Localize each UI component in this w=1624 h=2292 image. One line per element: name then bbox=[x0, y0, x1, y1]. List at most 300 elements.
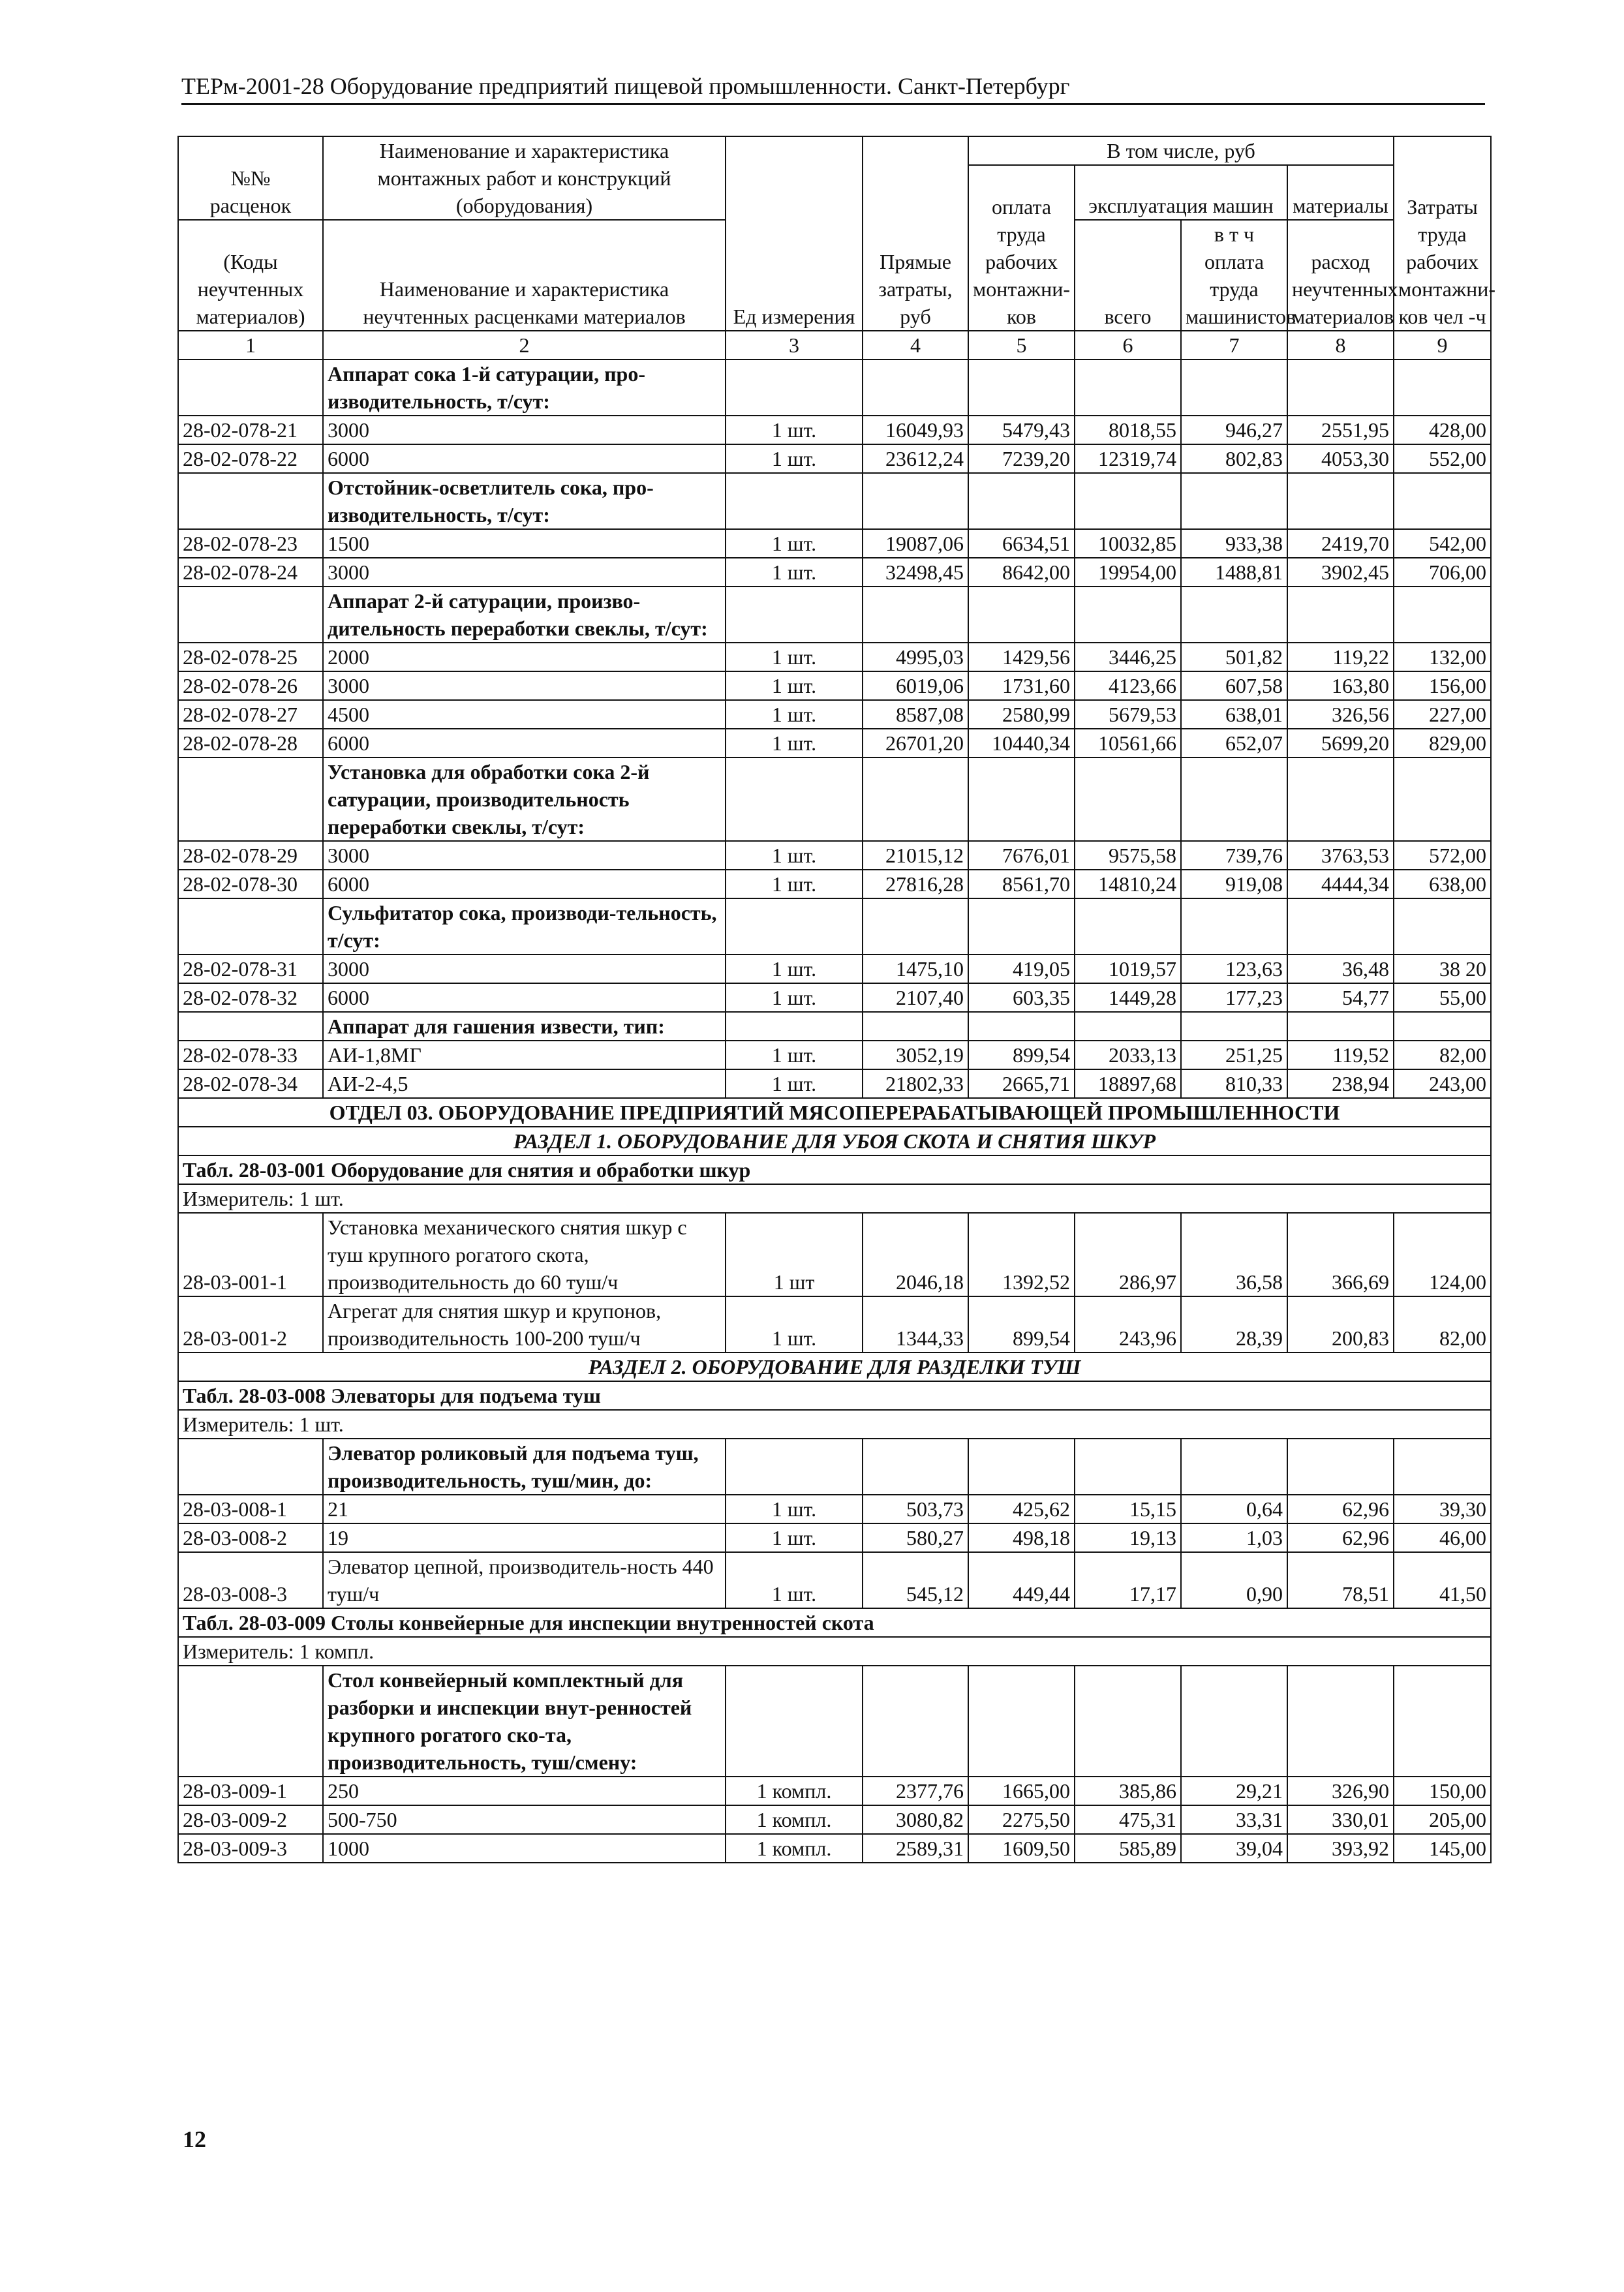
col-materials-header: материалы bbox=[1287, 165, 1394, 220]
machine-costs-cell: 4123,66 bbox=[1075, 671, 1181, 700]
direct-costs-cell: 545,12 bbox=[863, 1552, 968, 1608]
col-index: 7 bbox=[1181, 331, 1287, 359]
empty-cell bbox=[1181, 757, 1287, 841]
materials-cell: 366,69 bbox=[1287, 1213, 1394, 1296]
item-name-cell: 21 bbox=[323, 1495, 726, 1523]
labor-hours-cell: 124,00 bbox=[1394, 1213, 1491, 1296]
machinist-wages-cell: 0,90 bbox=[1181, 1552, 1287, 1608]
table-row bbox=[178, 1523, 1491, 1552]
worker-wages-cell: 1609,50 bbox=[968, 1834, 1075, 1863]
rate-code-cell: 28-02-078-32 bbox=[178, 983, 323, 1012]
unit-cell: 1 шт. bbox=[726, 700, 863, 729]
empty-cell bbox=[968, 359, 1075, 416]
section-1-title: РАЗДЕЛ 1. ОБОРУДОВАНИЕ ДЛЯ УБОЯ СКОТА И СНЯТИЯ ШКУР bbox=[178, 1127, 1491, 1155]
group-heading-row bbox=[178, 1666, 1491, 1777]
group-heading-row bbox=[178, 898, 1491, 955]
direct-costs-cell: 6019,06 bbox=[863, 671, 968, 700]
direct-costs-cell: 16049,93 bbox=[863, 416, 968, 444]
empty-cell bbox=[726, 359, 863, 416]
empty-cell bbox=[1394, 1439, 1491, 1495]
rate-code-cell: 28-02-078-26 bbox=[178, 671, 323, 700]
worker-wages-cell: 1392,52 bbox=[968, 1213, 1075, 1296]
direct-costs-cell: 4995,03 bbox=[863, 643, 968, 671]
table-008-rows bbox=[178, 1439, 1491, 1608]
running-header: ТЕРм-2001-28 Оборудование предприятий пищевой промышленности. Санкт-Петербург bbox=[181, 70, 1485, 105]
group-heading: Отстойник-осветлитель сока, про-изводительность, т/сут: bbox=[323, 473, 726, 529]
labor-hours-cell: 205,00 bbox=[1394, 1805, 1491, 1834]
rate-code-cell: 28-02-078-34 bbox=[178, 1069, 323, 1098]
unit-cell: 1 шт. bbox=[726, 729, 863, 757]
table-row bbox=[178, 1805, 1491, 1834]
empty-cell bbox=[1394, 1012, 1491, 1041]
unit-cell: 1 шт. bbox=[726, 983, 863, 1012]
table-009-title: Табл. 28-03-009 Столы конвейерные для инспекции внутренностей скота bbox=[178, 1608, 1491, 1637]
unit-cell: 1 шт. bbox=[726, 1552, 863, 1608]
unit-cell: 1 шт. bbox=[726, 643, 863, 671]
empty-cell bbox=[178, 1012, 323, 1041]
table-row bbox=[178, 416, 1491, 444]
machinist-wages-cell: 251,25 bbox=[1181, 1041, 1287, 1069]
price-table-page bbox=[177, 136, 1495, 1863]
item-name-cell: 1500 bbox=[323, 529, 726, 558]
item-name-cell: 3000 bbox=[323, 841, 726, 870]
empty-cell bbox=[1181, 1439, 1287, 1495]
machinist-wages-cell: 946,27 bbox=[1181, 416, 1287, 444]
empty-cell bbox=[1181, 1666, 1287, 1777]
direct-costs-cell: 21015,12 bbox=[863, 841, 968, 870]
page-number: 12 bbox=[183, 2126, 206, 2152]
empty-cell bbox=[1075, 898, 1181, 955]
machinist-wages-cell: 739,76 bbox=[1181, 841, 1287, 870]
machine-costs-cell: 3446,25 bbox=[1075, 643, 1181, 671]
unit-cell: 1 шт. bbox=[726, 671, 863, 700]
item-name-cell: Агрегат для снятия шкур и крупонов, производительность 100-200 туш/ч bbox=[323, 1296, 726, 1352]
machine-costs-cell: 15,15 bbox=[1075, 1495, 1181, 1523]
worker-wages-cell: 2580,99 bbox=[968, 700, 1075, 729]
rate-code-cell: 28-02-078-30 bbox=[178, 870, 323, 898]
labor-hours-cell: 39,30 bbox=[1394, 1495, 1491, 1523]
unit-cell: 1 шт. bbox=[726, 416, 863, 444]
group-heading-row bbox=[178, 1439, 1491, 1495]
empty-cell bbox=[1287, 1666, 1394, 1777]
rate-code-cell: 28-02-078-25 bbox=[178, 643, 323, 671]
table-row bbox=[178, 955, 1491, 983]
materials-cell: 4444,34 bbox=[1287, 870, 1394, 898]
machine-costs-cell: 1019,57 bbox=[1075, 955, 1181, 983]
unit-cell: 1 шт. bbox=[726, 841, 863, 870]
item-name-cell: 3000 bbox=[323, 671, 726, 700]
empty-cell bbox=[1394, 359, 1491, 416]
worker-wages-cell: 5479,43 bbox=[968, 416, 1075, 444]
machine-costs-cell: 286,97 bbox=[1075, 1213, 1181, 1296]
empty-cell bbox=[1287, 898, 1394, 955]
col-name-header: Наименование и характеристика монтажных работ и конструкций (оборудования) bbox=[323, 136, 726, 220]
empty-cell bbox=[1075, 587, 1181, 643]
col-wages-header: оплата труда рабочих монтажни-ков bbox=[968, 165, 1075, 331]
direct-costs-cell: 1475,10 bbox=[863, 955, 968, 983]
unit-cell: 1 шт. bbox=[726, 444, 863, 473]
materials-cell: 3902,45 bbox=[1287, 558, 1394, 587]
direct-costs-cell: 8587,08 bbox=[863, 700, 968, 729]
materials-cell: 163,80 bbox=[1287, 671, 1394, 700]
machinist-wages-cell: 177,23 bbox=[1181, 983, 1287, 1012]
direct-costs-cell: 23612,24 bbox=[863, 444, 968, 473]
empty-cell bbox=[1181, 1012, 1287, 1041]
empty-cell bbox=[178, 898, 323, 955]
rate-code-cell: 28-03-009-2 bbox=[178, 1805, 323, 1834]
materials-cell: 119,22 bbox=[1287, 643, 1394, 671]
table-row bbox=[178, 1213, 1491, 1296]
rate-code-cell: 28-02-078-24 bbox=[178, 558, 323, 587]
table-row bbox=[178, 643, 1491, 671]
empty-cell bbox=[1181, 359, 1287, 416]
machine-costs-cell: 10561,66 bbox=[1075, 729, 1181, 757]
table-009-measure: Измеритель: 1 компл. bbox=[178, 1637, 1491, 1666]
empty-cell bbox=[863, 1012, 968, 1041]
item-name-cell: 500-750 bbox=[323, 1805, 726, 1834]
item-name-cell: 6000 bbox=[323, 444, 726, 473]
worker-wages-cell: 1731,60 bbox=[968, 671, 1075, 700]
worker-wages-cell: 2665,71 bbox=[968, 1069, 1075, 1098]
empty-cell bbox=[968, 473, 1075, 529]
empty-cell bbox=[178, 473, 323, 529]
table-row bbox=[178, 671, 1491, 700]
col-index: 2 bbox=[323, 331, 726, 359]
labor-hours-cell: 82,00 bbox=[1394, 1296, 1491, 1352]
group-heading: Сульфитатор сока, производи-тельность, т/сут: bbox=[323, 898, 726, 955]
group-heading: Аппарат 2-й сатурации, произво-дительность переработки свеклы, т/сут: bbox=[323, 587, 726, 643]
group-heading: Аппарат для гашения извести, тип: bbox=[323, 1012, 726, 1041]
worker-wages-cell: 7676,01 bbox=[968, 841, 1075, 870]
unit-cell: 1 шт. bbox=[726, 955, 863, 983]
direct-costs-cell: 2589,31 bbox=[863, 1834, 968, 1863]
direct-costs-cell: 3080,82 bbox=[863, 1805, 968, 1834]
col-index: 8 bbox=[1287, 331, 1394, 359]
labor-hours-cell: 572,00 bbox=[1394, 841, 1491, 870]
machinist-wages-cell: 1488,81 bbox=[1181, 558, 1287, 587]
machinist-wages-cell: 810,33 bbox=[1181, 1069, 1287, 1098]
machine-costs-cell: 8018,55 bbox=[1075, 416, 1181, 444]
empty-cell bbox=[1075, 757, 1181, 841]
empty-cell bbox=[1287, 473, 1394, 529]
col-index: 9 bbox=[1394, 331, 1491, 359]
machinist-wages-cell: 39,04 bbox=[1181, 1834, 1287, 1863]
group-heading-row bbox=[178, 757, 1491, 841]
materials-cell: 119,52 bbox=[1287, 1041, 1394, 1069]
labor-hours-cell: 243,00 bbox=[1394, 1069, 1491, 1098]
rate-code-cell: 28-03-008-3 bbox=[178, 1552, 323, 1608]
empty-cell bbox=[178, 757, 323, 841]
rate-code-cell: 28-03-008-1 bbox=[178, 1495, 323, 1523]
machinist-wages-cell: 933,38 bbox=[1181, 529, 1287, 558]
machine-costs-cell: 475,31 bbox=[1075, 1805, 1181, 1834]
item-name-cell: 19 bbox=[323, 1523, 726, 1552]
labor-hours-cell: 82,00 bbox=[1394, 1041, 1491, 1069]
table-008-measure: Измеритель: 1 шт. bbox=[178, 1410, 1491, 1439]
worker-wages-cell: 603,35 bbox=[968, 983, 1075, 1012]
rate-code-cell: 28-02-078-22 bbox=[178, 444, 323, 473]
item-name-cell: 3000 bbox=[323, 955, 726, 983]
group-heading: Стол конвейерный комплектный для разборки и инспекции внут-ренностей крупного рогатого ско-та, производительность, туш/смену: bbox=[323, 1666, 726, 1777]
group-heading: Элеватор роликовый для подъема туш, производительность, туш/мин, до: bbox=[323, 1439, 726, 1495]
machinist-wages-cell: 802,83 bbox=[1181, 444, 1287, 473]
section-2-title: РАЗДЕЛ 2. ОБОРУДОВАНИЕ ДЛЯ РАЗДЕЛКИ ТУШ bbox=[178, 1352, 1491, 1381]
empty-cell bbox=[1394, 1666, 1491, 1777]
machine-costs-cell: 17,17 bbox=[1075, 1552, 1181, 1608]
item-name-cell: Элеватор цепной, производитель-ность 440 туш/ч bbox=[323, 1552, 726, 1608]
materials-cell: 78,51 bbox=[1287, 1552, 1394, 1608]
machine-costs-cell: 12319,74 bbox=[1075, 444, 1181, 473]
unit-cell: 1 компл. bbox=[726, 1805, 863, 1834]
empty-cell bbox=[726, 473, 863, 529]
unit-cell: 1 шт. bbox=[726, 529, 863, 558]
labor-hours-cell: 638,00 bbox=[1394, 870, 1491, 898]
empty-cell bbox=[726, 587, 863, 643]
group-heading-row bbox=[178, 359, 1491, 416]
materials-cell: 326,56 bbox=[1287, 700, 1394, 729]
empty-cell bbox=[1287, 1012, 1394, 1041]
col-index: 1 bbox=[178, 331, 323, 359]
worker-wages-cell: 899,54 bbox=[968, 1296, 1075, 1352]
worker-wages-cell: 419,05 bbox=[968, 955, 1075, 983]
machinist-wages-cell: 638,01 bbox=[1181, 700, 1287, 729]
table-row bbox=[178, 1495, 1491, 1523]
group-heading-row bbox=[178, 587, 1491, 643]
empty-cell bbox=[1181, 587, 1287, 643]
materials-cell: 36,48 bbox=[1287, 955, 1394, 983]
labor-hours-cell: 156,00 bbox=[1394, 671, 1491, 700]
machine-costs-cell: 10032,85 bbox=[1075, 529, 1181, 558]
empty-cell bbox=[1394, 757, 1491, 841]
item-name-cell: 3000 bbox=[323, 558, 726, 587]
empty-cell bbox=[1287, 359, 1394, 416]
machine-costs-cell: 5679,53 bbox=[1075, 700, 1181, 729]
group-heading-row bbox=[178, 1012, 1491, 1041]
table-row bbox=[178, 870, 1491, 898]
direct-costs-cell: 2107,40 bbox=[863, 983, 968, 1012]
materials-cell: 2419,70 bbox=[1287, 529, 1394, 558]
empty-cell bbox=[726, 1012, 863, 1041]
labor-hours-cell: 41,50 bbox=[1394, 1552, 1491, 1608]
labor-hours-cell: 145,00 bbox=[1394, 1834, 1491, 1863]
item-name-cell: 3000 bbox=[323, 416, 726, 444]
direct-costs-cell: 580,27 bbox=[863, 1523, 968, 1552]
empty-cell bbox=[863, 359, 968, 416]
unit-cell: 1 шт. bbox=[726, 1296, 863, 1352]
rate-code-cell: 28-02-078-33 bbox=[178, 1041, 323, 1069]
empty-cell bbox=[178, 359, 323, 416]
empty-cell bbox=[1075, 1666, 1181, 1777]
machinist-wages-cell: 29,21 bbox=[1181, 1777, 1287, 1805]
item-name-cell: 4500 bbox=[323, 700, 726, 729]
empty-cell bbox=[1075, 473, 1181, 529]
table-row bbox=[178, 700, 1491, 729]
machinist-wages-cell: 1,03 bbox=[1181, 1523, 1287, 1552]
empty-cell bbox=[1394, 587, 1491, 643]
rate-code-cell: 28-02-078-31 bbox=[178, 955, 323, 983]
labor-hours-cell: 829,00 bbox=[1394, 729, 1491, 757]
empty-cell bbox=[863, 898, 968, 955]
item-name-cell: Установка механического снятия шкур с туш крупного рогатого скота, производительность до 60 туш/ч bbox=[323, 1213, 726, 1296]
empty-cell bbox=[1181, 898, 1287, 955]
materials-cell: 330,01 bbox=[1287, 1805, 1394, 1834]
empty-cell bbox=[968, 1012, 1075, 1041]
table-row bbox=[178, 529, 1491, 558]
machine-costs-cell: 14810,24 bbox=[1075, 870, 1181, 898]
rate-code-cell: 28-02-078-23 bbox=[178, 529, 323, 558]
rate-code-cell: 28-03-009-3 bbox=[178, 1834, 323, 1863]
unit-cell: 1 компл. bbox=[726, 1777, 863, 1805]
labor-hours-cell: 132,00 bbox=[1394, 643, 1491, 671]
machine-costs-cell: 385,86 bbox=[1075, 1777, 1181, 1805]
worker-wages-cell: 899,54 bbox=[968, 1041, 1075, 1069]
unit-cell: 1 шт. bbox=[726, 870, 863, 898]
col-incl-header: В том числе, руб bbox=[968, 136, 1394, 165]
section-2-block bbox=[178, 1352, 1491, 1439]
column-header-row bbox=[178, 136, 1491, 165]
direct-costs-cell: 26701,20 bbox=[863, 729, 968, 757]
direct-costs-cell: 503,73 bbox=[863, 1495, 968, 1523]
rate-code-cell: 28-03-009-1 bbox=[178, 1777, 323, 1805]
machine-costs-cell: 19954,00 bbox=[1075, 558, 1181, 587]
table-001-title: Табл. 28-03-001 Оборудование для снятия и обработки шкур bbox=[178, 1155, 1491, 1184]
empty-cell bbox=[863, 587, 968, 643]
table-row bbox=[178, 1069, 1491, 1098]
col-machinists-header: в т ч оплата труда машинистов bbox=[1181, 220, 1287, 331]
direct-costs-cell: 19087,06 bbox=[863, 529, 968, 558]
rate-code-cell: 28-03-001-2 bbox=[178, 1296, 323, 1352]
empty-cell bbox=[1287, 1439, 1394, 1495]
table-row bbox=[178, 1777, 1491, 1805]
rate-code-cell: 28-02-078-29 bbox=[178, 841, 323, 870]
materials-cell: 200,83 bbox=[1287, 1296, 1394, 1352]
labor-hours-cell: 706,00 bbox=[1394, 558, 1491, 587]
labor-hours-cell: 428,00 bbox=[1394, 416, 1491, 444]
table-row bbox=[178, 983, 1491, 1012]
labor-hours-cell: 150,00 bbox=[1394, 1777, 1491, 1805]
empty-cell bbox=[178, 587, 323, 643]
empty-cell bbox=[863, 757, 968, 841]
rate-code-cell: 28-02-078-21 bbox=[178, 416, 323, 444]
col-index: 3 bbox=[726, 331, 863, 359]
worker-wages-cell: 10440,34 bbox=[968, 729, 1075, 757]
materials-cell: 393,92 bbox=[1287, 1834, 1394, 1863]
unit-cell: 1 шт bbox=[726, 1213, 863, 1296]
machine-costs-cell: 19,13 bbox=[1075, 1523, 1181, 1552]
direct-costs-cell: 27816,28 bbox=[863, 870, 968, 898]
empty-cell bbox=[1075, 1012, 1181, 1041]
materials-cell: 326,90 bbox=[1287, 1777, 1394, 1805]
empty-cell bbox=[863, 1666, 968, 1777]
machine-costs-cell: 2033,13 bbox=[1075, 1041, 1181, 1069]
empty-cell bbox=[178, 1439, 323, 1495]
machinist-wages-cell: 36,58 bbox=[1181, 1213, 1287, 1296]
table-008-title: Табл. 28-03-008 Элеваторы для подъема туш bbox=[178, 1381, 1491, 1410]
item-name-cell: 6000 bbox=[323, 983, 726, 1012]
unit-cell: 1 шт. bbox=[726, 1523, 863, 1552]
materials-cell: 3763,53 bbox=[1287, 841, 1394, 870]
labor-hours-cell: 46,00 bbox=[1394, 1523, 1491, 1552]
empty-cell bbox=[726, 1439, 863, 1495]
machinist-wages-cell: 0,64 bbox=[1181, 1495, 1287, 1523]
table-row bbox=[178, 558, 1491, 587]
item-name-cell: АИ-2-4,5 bbox=[323, 1069, 726, 1098]
materials-cell: 62,96 bbox=[1287, 1523, 1394, 1552]
labor-hours-cell: 227,00 bbox=[1394, 700, 1491, 729]
rate-code-cell: 28-03-008-2 bbox=[178, 1523, 323, 1552]
labor-hours-cell: 552,00 bbox=[1394, 444, 1491, 473]
materials-cell: 4053,30 bbox=[1287, 444, 1394, 473]
sugar-equipment-rows bbox=[178, 359, 1491, 1098]
table-row bbox=[178, 841, 1491, 870]
table-009-block bbox=[178, 1608, 1491, 1666]
unit-cell: 1 шт. bbox=[726, 1069, 863, 1098]
empty-cell bbox=[1394, 473, 1491, 529]
materials-cell: 2551,95 bbox=[1287, 416, 1394, 444]
item-name-cell: 2000 bbox=[323, 643, 726, 671]
rate-code-cell: 28-02-078-27 bbox=[178, 700, 323, 729]
unit-cell: 1 шт. bbox=[726, 1495, 863, 1523]
price-table bbox=[177, 136, 1495, 1863]
empty-cell bbox=[726, 898, 863, 955]
empty-cell bbox=[1287, 757, 1394, 841]
col-direct-costs-header: Прямые затраты, руб bbox=[863, 136, 968, 331]
machinist-wages-cell: 501,82 bbox=[1181, 643, 1287, 671]
col-index: 6 bbox=[1075, 331, 1181, 359]
direct-costs-cell: 1344,33 bbox=[863, 1296, 968, 1352]
direct-costs-cell: 21802,33 bbox=[863, 1069, 968, 1098]
labor-hours-cell: 55,00 bbox=[1394, 983, 1491, 1012]
worker-wages-cell: 8642,00 bbox=[968, 558, 1075, 587]
col-codes-header: (Коды неучтенных материалов) bbox=[178, 220, 323, 331]
worker-wages-cell: 8561,70 bbox=[968, 870, 1075, 898]
item-name-cell: 6000 bbox=[323, 870, 726, 898]
machinist-wages-cell: 652,07 bbox=[1181, 729, 1287, 757]
empty-cell bbox=[1075, 359, 1181, 416]
worker-wages-cell: 2275,50 bbox=[968, 1805, 1075, 1834]
labor-hours-cell: 38 20 bbox=[1394, 955, 1491, 983]
col-labor-hours-header: Затраты труда рабочих монтажни-ков чел -ч bbox=[1394, 136, 1491, 331]
empty-cell bbox=[1287, 587, 1394, 643]
worker-wages-cell: 6634,51 bbox=[968, 529, 1075, 558]
item-name-cell: 1000 bbox=[323, 1834, 726, 1863]
empty-cell bbox=[1394, 898, 1491, 955]
table-row bbox=[178, 1296, 1491, 1352]
worker-wages-cell: 7239,20 bbox=[968, 444, 1075, 473]
table-row bbox=[178, 729, 1491, 757]
col-index: 5 bbox=[968, 331, 1075, 359]
group-heading: Аппарат сока 1-й сатурации, про-изводительность, т/сут: bbox=[323, 359, 726, 416]
col-index: 4 bbox=[863, 331, 968, 359]
col-machines-header: эксплуатация машин bbox=[1075, 165, 1287, 220]
table-001-rows bbox=[178, 1213, 1491, 1352]
group-heading-row bbox=[178, 473, 1491, 529]
table-009-rows bbox=[178, 1666, 1491, 1863]
empty-cell bbox=[726, 1666, 863, 1777]
machinist-wages-cell: 607,58 bbox=[1181, 671, 1287, 700]
col-rate-header: №№ расценок bbox=[178, 136, 323, 220]
unit-cell: 1 компл. bbox=[726, 1834, 863, 1863]
materials-cell: 62,96 bbox=[1287, 1495, 1394, 1523]
table-row bbox=[178, 444, 1491, 473]
item-name-cell: АИ-1,8МГ bbox=[323, 1041, 726, 1069]
department-title: ОТДЕЛ 03. ОБОРУДОВАНИЕ ПРЕДПРИЯТИЙ МЯСОПЕРЕРАБАТЫВАЮЩЕЙ ПРОМЫШЛЕННОСТИ bbox=[178, 1098, 1491, 1127]
direct-costs-cell: 2377,76 bbox=[863, 1777, 968, 1805]
empty-cell bbox=[726, 757, 863, 841]
rate-code-cell: 28-02-078-28 bbox=[178, 729, 323, 757]
empty-cell bbox=[968, 1666, 1075, 1777]
table-row bbox=[178, 1552, 1491, 1608]
